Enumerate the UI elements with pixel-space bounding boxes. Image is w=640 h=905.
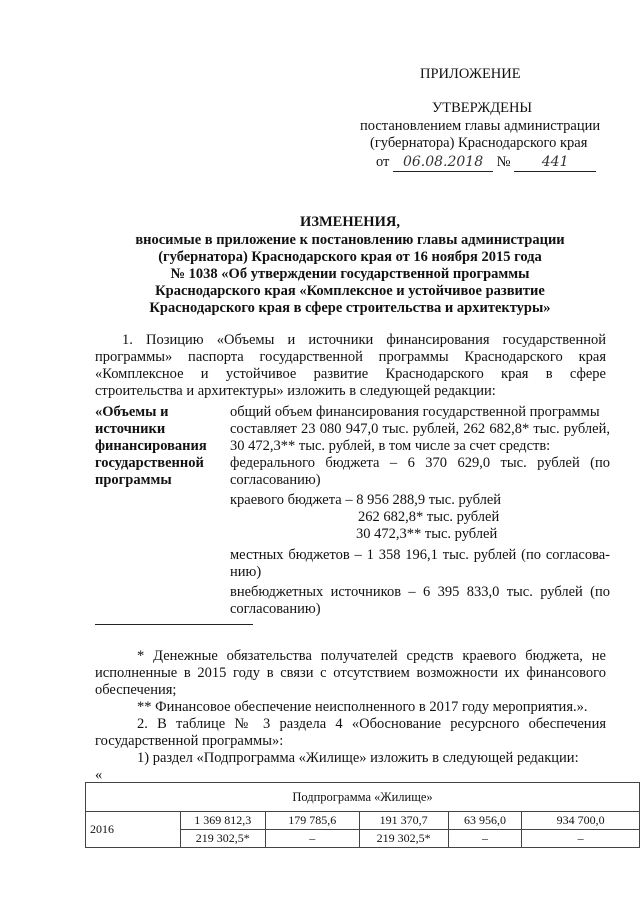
- position-text-9: местных бюджетов – 1 358 196,1 тыс. рублей (по согласова-: [230, 547, 610, 563]
- para1-line-2: программы» паспорта государственной программы Краснодарского края: [95, 349, 606, 365]
- position-text-6: краевого бюджета – 8 956 288,9 тыс. рублей: [230, 492, 502, 508]
- table-cell: 219 302,5*: [180, 830, 265, 848]
- table-row: [86, 812, 640, 830]
- title-line-5: Краснодарского края в сфере строительства и архитектуры»: [149, 300, 551, 316]
- position-text-5: согласованию): [230, 472, 321, 488]
- table-cell: –: [265, 830, 359, 848]
- table-cell: 934 700,0: [522, 812, 640, 830]
- approved-line-1: постановлением главы администрации: [360, 118, 601, 134]
- footnote-1-line-1: * Денежные обязательства получателей средств краевого бюджета, не: [137, 648, 606, 664]
- subprogram-table: [85, 782, 640, 848]
- number-label: №: [496, 154, 511, 170]
- position-text-2: составляет 23 080 947,0 тыс. рублей, 262 682,8* тыс. рублей,: [230, 421, 610, 437]
- position-label-5: программы: [95, 472, 172, 488]
- appendix-label: ПРИЛОЖЕНИЕ: [420, 66, 521, 82]
- table-section-title: Подпрограмма «Жилище»: [86, 783, 640, 812]
- table-cell: 191 370,7: [359, 812, 448, 830]
- table-year: 2016: [86, 812, 181, 848]
- position-label-4: государственной: [95, 455, 204, 471]
- position-text-1: общий объем финансирования государственной программы: [230, 404, 600, 420]
- para2-line-1: 2. В таблице № 3 раздела 4 «Обоснование ресурсного обеспечения: [137, 716, 606, 732]
- title-line-1: вносимые в приложение к постановлению главы администрации: [135, 232, 565, 248]
- para1-line-3: «Комплексное и устойчивое развитие Краснодарского края в сфере: [95, 366, 606, 382]
- table-section-row: [86, 783, 640, 812]
- para1-line-1: 1. Позицию «Объемы и источники финансирования государственной: [122, 332, 606, 348]
- position-text-3: 30 472,3** тыс. рублей, в том числе за счет средств:: [230, 438, 551, 454]
- position-text-7: 262 682,8* тыс. рублей: [358, 509, 500, 525]
- opening-quote: «: [95, 767, 103, 783]
- position-text-12: согласованию): [230, 601, 321, 617]
- table-cell: –: [522, 830, 640, 848]
- position-text-11: внебюджетных источников – 6 395 833,0 тыс. рублей (по: [230, 584, 610, 600]
- title-line-4: Краснодарского края «Комплексное и устойчивое развитие: [155, 283, 545, 299]
- para2-line-2: государственной программы»:: [95, 733, 284, 749]
- table-cell: 219 302,5*: [359, 830, 448, 848]
- footnote-1-line-2: исполненные в 2015 году в связи с отсутствием возможности их финансового: [95, 665, 606, 681]
- position-text-8: 30 472,3** тыс. рублей: [356, 526, 498, 542]
- position-label-3: финансирования: [95, 438, 207, 454]
- footnote-2: ** Финансовое обеспечение неисполненного в 2017 году мероприятия.».: [137, 699, 588, 715]
- position-text-4: федерального бюджета – 6 370 629,0 тыс. рублей (по: [230, 455, 610, 471]
- title-line-2: (губернатора) Краснодарского края от 16 ноября 2015 года: [158, 249, 542, 265]
- table-cell: 179 785,6: [265, 812, 359, 830]
- decree-date-row: [376, 154, 596, 172]
- footnote-separator: [95, 624, 253, 625]
- position-label-2: источники: [95, 421, 166, 437]
- table-cell: 1 369 812,3: [180, 812, 265, 830]
- position-label-1: «Объемы и: [95, 404, 169, 420]
- approved-line-2: (губернатора) Краснодарского края: [370, 135, 588, 151]
- table-cell: –: [448, 830, 522, 848]
- from-label: от: [376, 154, 390, 170]
- decree-number: 441: [514, 154, 596, 172]
- title-main: ИЗМЕНЕНИЯ,: [300, 214, 400, 230]
- decree-date: 06.08.2018: [393, 154, 493, 172]
- table-cell: 63 956,0: [448, 812, 522, 830]
- footnote-1-line-3: обеспечения;: [95, 682, 177, 698]
- position-text-10: нию): [230, 564, 262, 580]
- approved-label: УТВЕРЖДЕНЫ: [432, 100, 533, 116]
- para1-line-4: строительства и архитектуры» изложить в следующей редакции:: [95, 383, 496, 399]
- title-line-3: № 1038 «Об утверждении государственной программы: [170, 266, 530, 282]
- para2-line-3: 1) раздел «Подпрограмма «Жилище» изложить в следующей редакции:: [137, 750, 579, 766]
